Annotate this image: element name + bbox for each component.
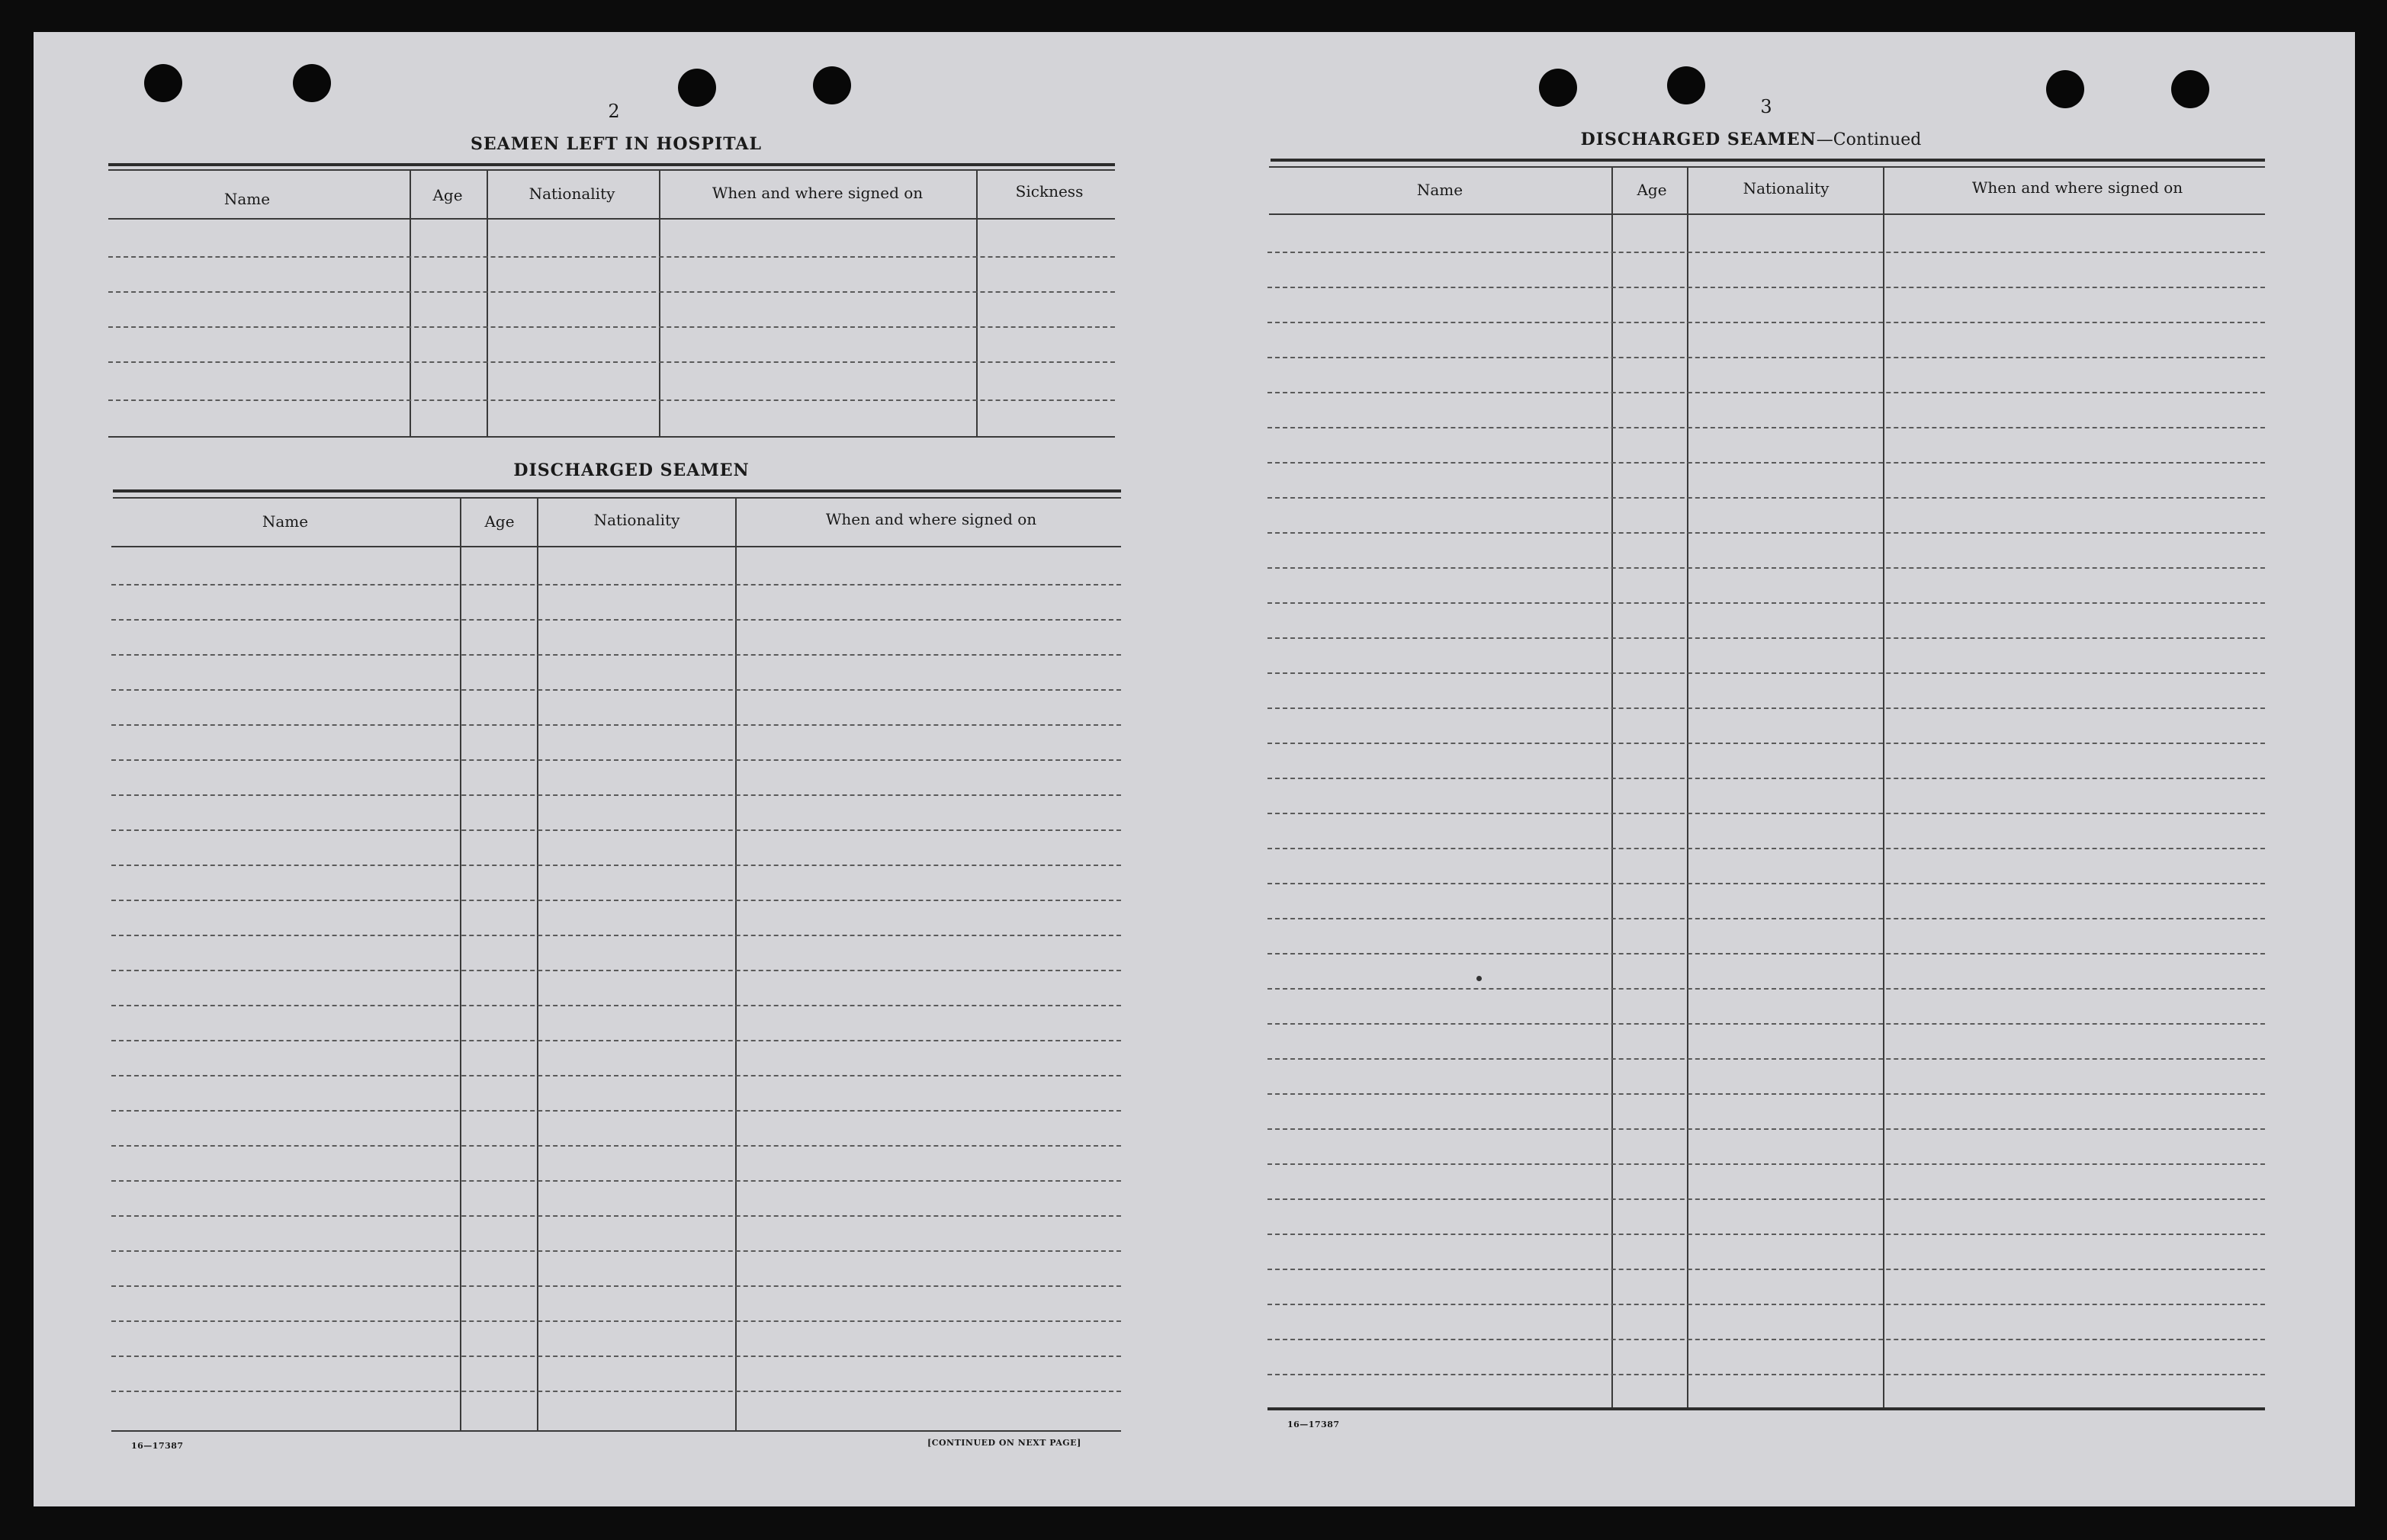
table-bottom-rule bbox=[111, 1430, 1121, 1432]
entry-row-line bbox=[1267, 287, 2265, 288]
column-divider bbox=[487, 169, 488, 436]
column-divider bbox=[537, 497, 538, 1432]
entry-row-line bbox=[111, 1250, 1121, 1252]
entry-row-line bbox=[111, 724, 1121, 726]
table-top-rule bbox=[113, 489, 1121, 492]
form-number: 16—17387 bbox=[131, 1441, 184, 1451]
entry-row-line bbox=[1267, 602, 2265, 604]
column-divider bbox=[460, 497, 461, 1432]
entry-row-line bbox=[111, 935, 1121, 936]
column-header-age: Age bbox=[1637, 181, 1667, 199]
entry-row-line bbox=[1267, 1163, 2265, 1165]
table-top-rule bbox=[1271, 159, 2265, 162]
entry-row-line bbox=[1267, 1234, 2265, 1235]
punch-hole bbox=[813, 66, 851, 104]
entry-row-line bbox=[111, 654, 1121, 656]
punch-hole bbox=[678, 69, 716, 107]
entry-row-line bbox=[111, 619, 1121, 621]
column-header-sickness: Sickness bbox=[1015, 182, 1084, 201]
column-divider bbox=[1611, 166, 1613, 1410]
entry-row-line bbox=[1267, 532, 2265, 534]
section-title-discharged-continued bbox=[1581, 130, 1922, 149]
column-header-age: Age bbox=[484, 512, 515, 531]
punch-hole bbox=[293, 64, 331, 102]
entry-row-line bbox=[111, 1145, 1121, 1147]
entry-row-line bbox=[1267, 1304, 2265, 1305]
entry-row-line bbox=[111, 584, 1121, 586]
entry-row-line bbox=[111, 1005, 1121, 1006]
punch-hole bbox=[144, 64, 182, 102]
entry-row-line bbox=[111, 1075, 1121, 1076]
entry-row-line bbox=[1267, 1058, 2265, 1060]
table-bottom-rule bbox=[1267, 1407, 2265, 1410]
entry-row-line bbox=[1267, 1339, 2265, 1340]
column-header-when-where: When and where signed on bbox=[825, 510, 1037, 528]
form-number: 16—17387 bbox=[1287, 1420, 1340, 1429]
entry-row-line bbox=[1267, 1128, 2265, 1130]
entry-row-line bbox=[1267, 1374, 2265, 1375]
entry-row-line bbox=[1267, 743, 2265, 744]
entry-row-line bbox=[111, 689, 1121, 691]
entry-row-line bbox=[111, 829, 1121, 831]
entry-row-line bbox=[108, 291, 1115, 293]
table-top-rule bbox=[108, 169, 1115, 171]
continued-note: [CONTINUED ON NEXT PAGE] bbox=[927, 1438, 1081, 1448]
punch-hole bbox=[2171, 70, 2209, 108]
table-top-rule bbox=[1269, 166, 2265, 168]
entry-row-line bbox=[1267, 392, 2265, 393]
table-top-rule bbox=[108, 163, 1115, 166]
entry-row-line bbox=[111, 1391, 1121, 1392]
entry-row-line bbox=[1267, 883, 2265, 884]
entry-row-line bbox=[111, 1320, 1121, 1322]
entry-row-line bbox=[1267, 1093, 2265, 1095]
page-number: 2 bbox=[608, 101, 620, 122]
entry-row-line bbox=[1267, 427, 2265, 428]
entry-row-line bbox=[1267, 637, 2265, 639]
punch-hole bbox=[2046, 70, 2084, 108]
entry-row-line bbox=[1267, 462, 2265, 464]
column-divider bbox=[735, 497, 737, 1432]
punch-hole bbox=[1667, 66, 1705, 104]
column-header-name: Name bbox=[1416, 181, 1463, 199]
column-divider bbox=[659, 169, 660, 436]
entry-row-line bbox=[1267, 988, 2265, 990]
entry-row-line bbox=[1267, 1269, 2265, 1270]
column-header-name: Name bbox=[223, 190, 271, 208]
entry-row-line bbox=[111, 865, 1121, 866]
column-divider bbox=[1883, 166, 1884, 1410]
section-title-text: DISCHARGED SEAMEN bbox=[1580, 130, 1817, 149]
entry-row-line bbox=[1267, 357, 2265, 358]
column-header-name: Name bbox=[262, 512, 309, 531]
entry-row-line bbox=[1267, 848, 2265, 849]
header-bottom-rule bbox=[108, 218, 1115, 220]
column-header-nationality: Nationality bbox=[593, 511, 680, 529]
entry-row-line bbox=[111, 970, 1121, 971]
entry-row-line bbox=[108, 361, 1115, 363]
column-divider bbox=[410, 169, 411, 436]
entry-row-line bbox=[1267, 813, 2265, 814]
entry-row-line bbox=[1267, 497, 2265, 499]
table-bottom-rule bbox=[108, 436, 1115, 438]
entry-row-line bbox=[1267, 252, 2265, 253]
entry-row-line bbox=[111, 900, 1121, 901]
entry-row-line bbox=[108, 326, 1115, 328]
entry-row-line bbox=[1267, 1023, 2265, 1025]
page-number: 3 bbox=[1760, 96, 1772, 117]
column-header-age: Age bbox=[432, 186, 463, 204]
entry-row-line bbox=[108, 256, 1115, 258]
header-bottom-rule bbox=[111, 546, 1121, 547]
column-header-when-where: When and where signed on bbox=[712, 184, 924, 202]
column-header-nationality: Nationality bbox=[1743, 179, 1830, 197]
column-divider bbox=[976, 169, 978, 436]
entry-row-line bbox=[111, 1215, 1121, 1217]
entry-row-line bbox=[1267, 322, 2265, 323]
entry-row-line bbox=[111, 1285, 1121, 1287]
entry-row-line bbox=[111, 794, 1121, 796]
entry-row-line bbox=[1267, 778, 2265, 779]
section-title-suffix: —Continued bbox=[1816, 130, 1922, 149]
column-header-nationality: Nationality bbox=[528, 184, 615, 203]
section-title-discharged: DISCHARGED SEAMEN bbox=[513, 460, 750, 480]
entry-row-line bbox=[111, 759, 1121, 761]
entry-row-line bbox=[1267, 672, 2265, 674]
entry-row-line bbox=[111, 1356, 1121, 1357]
section-title-hospital: SEAMEN LEFT IN HOSPITAL bbox=[471, 134, 762, 154]
entry-row-line bbox=[1267, 707, 2265, 709]
entry-row-line bbox=[1267, 567, 2265, 569]
ink-speck bbox=[1476, 976, 1482, 981]
entry-row-line bbox=[111, 1180, 1121, 1182]
entry-row-line bbox=[1267, 918, 2265, 919]
header-bottom-rule bbox=[1269, 213, 2265, 215]
entry-row-line bbox=[1267, 1198, 2265, 1200]
column-header-when-where: When and where signed on bbox=[1971, 178, 2183, 197]
table-top-rule bbox=[113, 497, 1121, 499]
entry-row-line bbox=[1267, 953, 2265, 954]
punch-hole bbox=[1539, 69, 1577, 107]
entry-row-line bbox=[108, 399, 1115, 401]
entry-row-line bbox=[111, 1110, 1121, 1112]
entry-row-line bbox=[111, 1040, 1121, 1041]
column-divider bbox=[1687, 166, 1688, 1410]
